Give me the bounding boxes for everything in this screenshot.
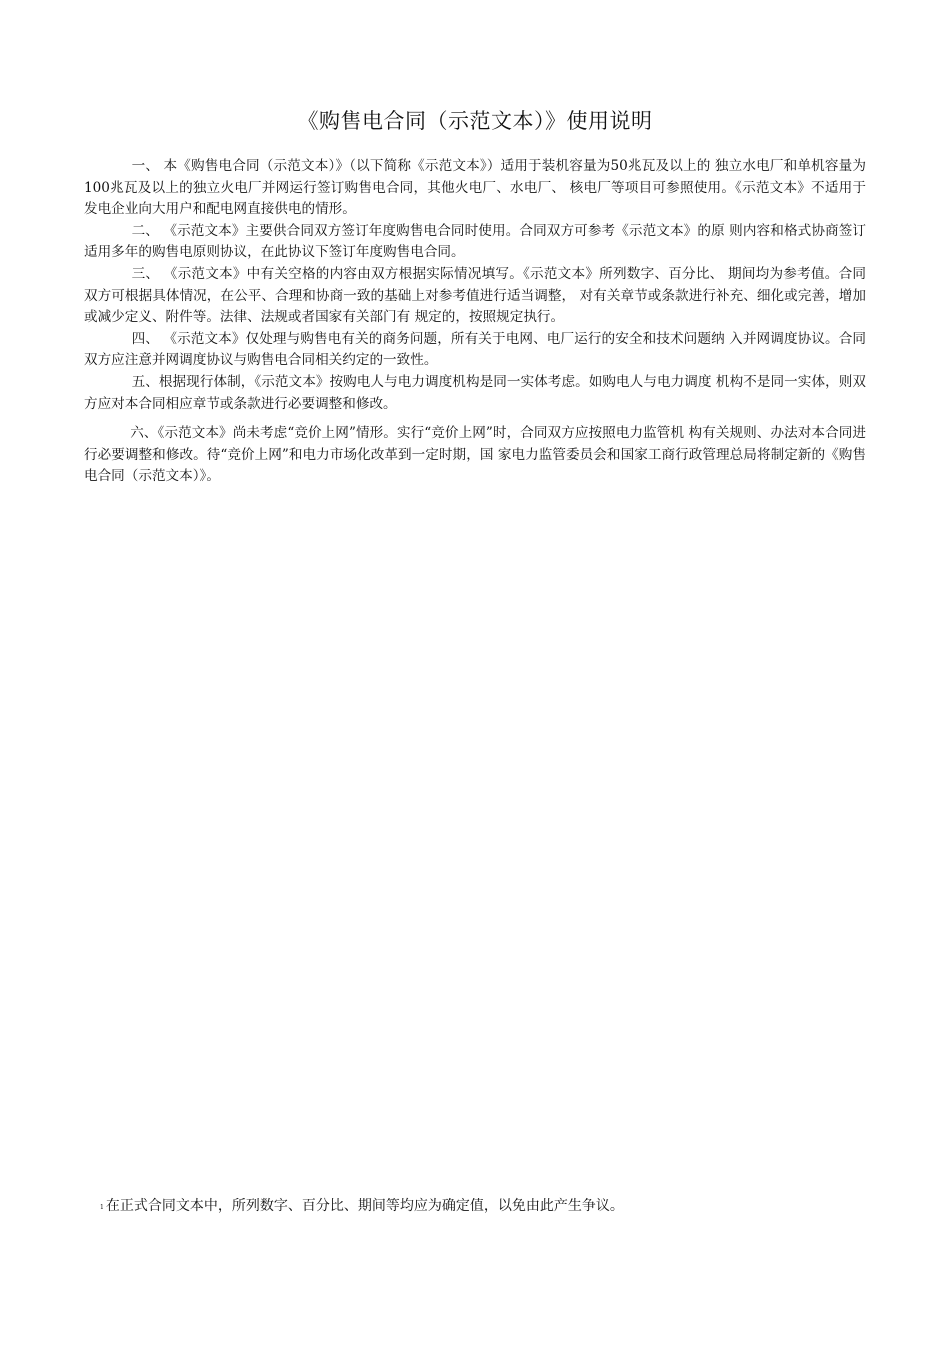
paragraph-3: 三、 《示范文本》中有关空格的内容由双方根据实际情况填写。《示范文本》所列数字、百分比、 期间均为参考值。合同双方可根据具体情况，在公平、合理和协商一致的基础上对参考值进行适当调整， 对有关章节或条款进行补充、细化或完善，增加或减少定义、附件等。法律、法规或者国家有关部门有 规定的，按照规定执行。 [84, 265, 866, 326]
paragraph-5: 五、根据现行体制，《示范文本》按购电人与电力调度机构是同一实体考虑。如购电人与电力调度 机构不是同一实体，则双方应对本合同相应章节或条款进行必要调整和修改。 [84, 373, 866, 412]
document-title: 《购售电合同（示范文本）》使用说明 [297, 109, 653, 133]
document-body [84, 156, 866, 488]
footnote-text: 在正式合同文本中，所列数字、百分比、期间等均应为确定值，以免由此产生争议。 [105, 1198, 624, 1214]
footnote [100, 1195, 880, 1219]
paragraph-6: 六、《示范文本》尚未考虑“竞价上网”情形。实行“竞价上网”时，合同双方应按照电力监管机 构有关规则、办法对本合同进行必要调整和修改。待“竞价上网”和电力市场化改革到一定时期，国 家电力监管委员会和国家工商行政管理总局将制定新的《购售电合同（示范文本）》。 [84, 425, 866, 485]
paragraph-4: 四、 《示范文本》仅处理与购售电有关的商务问题，所有关于电网、电厂运行的安全和技术问题纳 入并网调度协议。合同双方应注意并网调度协议与购售电合同相关约定的一致性。 [84, 330, 866, 369]
footnote-mark: 1 [100, 1204, 104, 1211]
paragraph-1: 一、 本《购售电合同（示范文本）》（以下简称《示范文本》）适用于装机容量为50兆瓦及以上的 独立水电厂和单机容量为100兆瓦及以上的独立火电厂并网运行签订购售电合同，其他火电厂、水电厂、 核电厂等项目可参照使用。《示范文本》不适用于发电企业向大用户和配电网直接供电的情形。 [84, 158, 866, 218]
paragraph-2: 二、 《示范文本》主要供合同双方签订年度购售电合同时使用。合同双方可参考《示范文本》的原 则内容和格式协商签订适用多年的购售电原则协议，在此协议下签订年度购售电合同。 [84, 222, 866, 261]
